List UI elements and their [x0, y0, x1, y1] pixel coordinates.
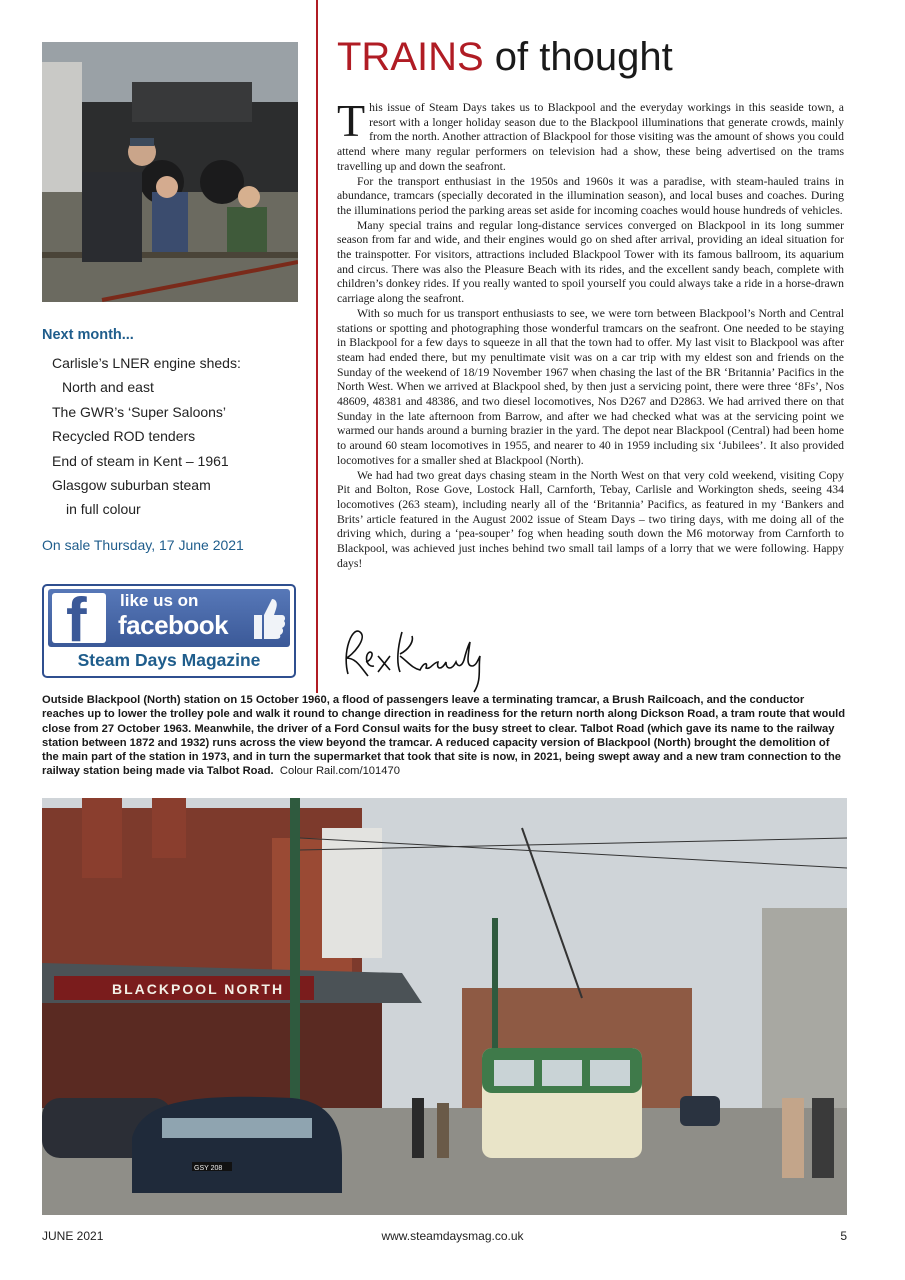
photo-caption — [42, 693, 847, 779]
station-sign: BLACKPOOL NORTH — [112, 981, 285, 997]
article-paragraph: This issue of Steam Days takes us to Blackpool and the everyday workings in this seaside town, a resort with a longer holiday season due to the Blackpool illuminations that generate crowds, mainly from the north. Another attraction of Blackpool for those visiting was the amount of shows you could attend where many regular performers on television had a show, these being advertised on the trams travelling up and down the seafront. — [337, 95, 844, 173]
list-item: in full colour — [66, 501, 141, 518]
facebook-word: facebook — [118, 610, 229, 640]
blackpool-street-illustration — [42, 798, 847, 1215]
list-item: End of steam in Kent – 1961 — [52, 452, 229, 469]
page-title — [337, 33, 673, 81]
facebook-like-badge[interactable] — [42, 584, 296, 678]
thumbs-up-icon — [248, 595, 286, 641]
issue-date: JUNE 2021 — [42, 1229, 104, 1243]
article-body — [337, 95, 844, 572]
trainspotters-illustration — [42, 42, 298, 302]
article-paragraph: With so much for us transport enthusiasts to see, we were torn between Blackpool’s North and Central stations or spotting and photographing those wonderful tramcars on the seafront. One needed to be staying in Blackpool for a few days to squeeze in all that the town had to offer. My last visit to Blackpool was after steam had ended there, but my penultimate visit was on a car trip with my eldest son and friends on the Sunday of the weekend of 18/19 November 1967 when chasing the last of the BR ‘Britannia’ Pacifics in the North West. When we arrived at Blackpool shed, by then just a servicing point, there were three ‘8Fs’, Nos 48609, 48381 and 48386, and two diesel locomotives, Nos D267 and D2863. We had arrived there on that Sunday in the late afternoon from Barrow, and after we had checked what was at the servicing point we warmed our hands around a burning brazier in the yard. The depot near Blackpool (Central) had been home to around 60 steam locomotives in 1955, and nearer to 40 in 1959 including six ‘Jubilees’. It also provided locomotives for a smaller shed at Blackpool (North). — [337, 306, 844, 467]
article-paragraph: Many special trains and regular long-distance services converged on Blackpool in its long summer season from far and wide, and their engines would go on shed after arrival, providing an ideal situation for the trainspotter. For visitors, attractions included Blackpool Tower with its famous ballroom, its aquarium and circus. There was also the Pleasure Beach with its rides, and the excellent sandy beach, complete with children’s donkey rides. If you really wanted to spoil yourself you could always take a ride in a horse-drawn carriage along the seafront. — [337, 218, 844, 306]
facebook-like-text: like us on — [120, 591, 199, 610]
car-number-plate: GSY 208 — [194, 1165, 223, 1172]
next-month-list — [52, 351, 302, 522]
list-item: Glasgow suburban steam — [52, 477, 211, 494]
facebook-banner — [48, 586, 290, 655]
photo-credit: Colour Rail.com/101470 — [279, 765, 400, 778]
website-url[interactable]: www.steamdaysmag.co.uk — [381, 1229, 524, 1243]
handwritten-signature — [338, 622, 498, 694]
list-item: The GWR’s ‘Super Saloons’ — [52, 403, 227, 420]
facebook-page-name: Steam Days Magazine — [77, 650, 261, 670]
trainspotters-photo — [42, 42, 298, 302]
title-rest: of thought — [483, 35, 673, 79]
drop-cap: T — [337, 95, 366, 146]
article-paragraph: For the transport enthusiast in the 1950s and 1960s it was a paradise, with steam-hauled trains in abundance, tramcars (specially decorated in the illumination season), and local buses and coaches. During the illuminations period the parking areas set aside for incoming coaches would house hundreds of vehicles. — [337, 174, 844, 217]
caption-text: Outside Blackpool (North) station on 15 October 1960, a flood of passengers leave a terminating tramcar, a Brush Railcoach, and the conductor reaches up to lower the trolley pole and walk it round to change direction in readiness for the return north along Dickson Road, a tram route that would close from 27 October 1963. Meanwhile, the driver of a Ford Consul waits for the busy street to clear. Talbot Road (which gave its name to the railway station between 1872 and 1932) runs across the view beyond the tramcar. A reduced capacity version of Blackpool (North) brought the demolition of the main part of the station in 1973, and in turn the supermarket that took that site is now, in 2021, being swept away and a new tram connection to the railway station being made via Talbot Road. — [42, 694, 846, 778]
list-item: Carlisle’s LNER engine sheds: — [52, 355, 241, 371]
on-sale-date: On sale Thursday, 17 June 2021 — [42, 537, 244, 553]
list-item: Recycled ROD tenders — [52, 428, 196, 445]
title-highlight: TRAINS — [337, 35, 484, 79]
column-divider — [316, 0, 318, 693]
next-month-heading: Next month... — [42, 327, 134, 343]
list-item: North and east — [62, 379, 154, 396]
article-paragraph: We had had two great days chasing steam in the North West on that very cold weekend, visiting Copy Pit and Bolton, Rose Gove, Lostock Hall, Carnforth, Tebay, Carlisle and Workington sheds, seeing 434 locomotives (263 steam), including nearly all of the ‘Britannia’ Pacifics, as featured in my ‘Bankers and Brits’ article featured in the August 2002 issue of Steam Days – two tiring days, with me doing all of the driving which, during a ‘pea-souper’ fog when heading south down the M6 motorway from Carnforth to Blackpool, was achieved just inches behind two small tail lamps of a lorry that we were following. Happy days! — [337, 468, 844, 570]
blackpool-north-photo — [42, 798, 847, 1215]
facebook-logo-icon: f — [52, 593, 106, 643]
page-number: 5 — [840, 1229, 847, 1243]
